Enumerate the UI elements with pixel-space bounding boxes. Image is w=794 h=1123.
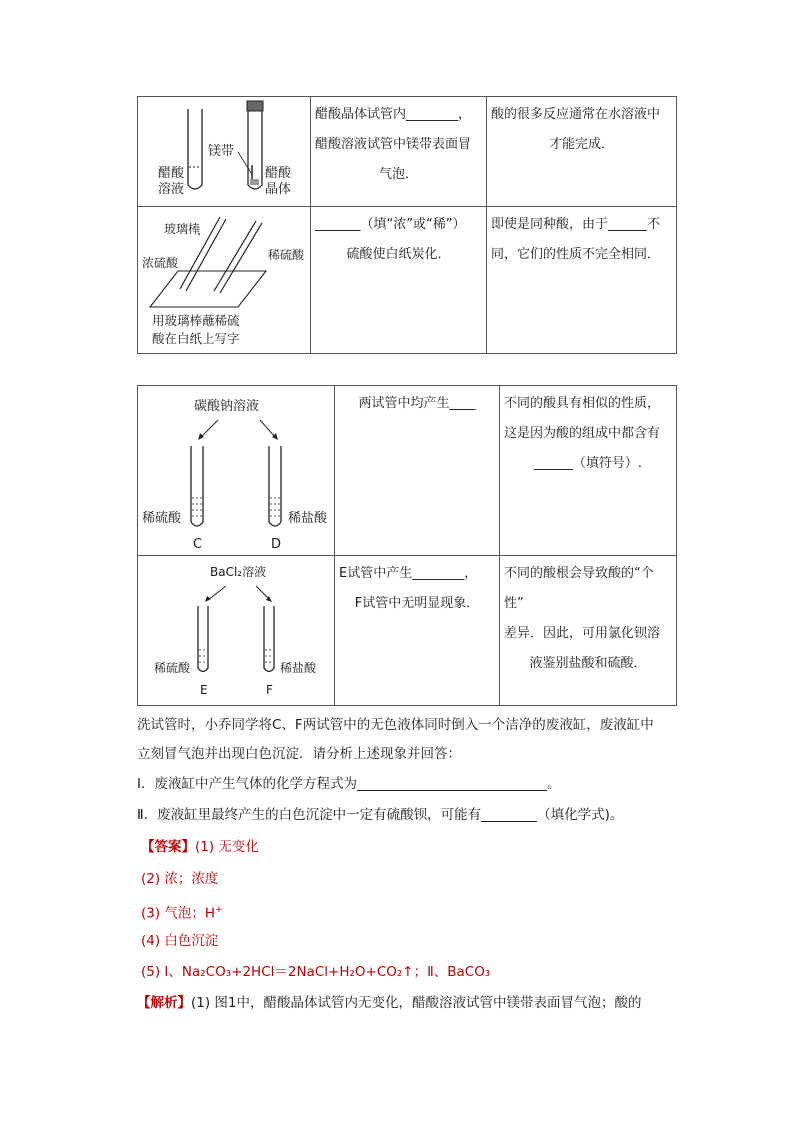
fig-label-tube-c: C <box>193 537 203 552</box>
fig-label-acid-crystal-2: 晶体 <box>265 182 292 197</box>
fig-label-tube-d: D <box>271 537 282 552</box>
analysis-text: (1) 图1中，醋酸晶体试管内无变化，醋酸溶液试管中镁带表面冒气泡；酸的 <box>191 995 642 1011</box>
fig-label-left-acid-2: 稀硫酸 <box>154 661 191 675</box>
answer-1: (1) 无变化 <box>195 839 259 855</box>
answer-tag: 【答案】 <box>141 839 195 855</box>
conclusion-3-line-2: 这是因为酸的组成中都含有 <box>504 426 661 441</box>
question-1-text: Ⅰ．废液缸中产生气体的化学方程式为 <box>137 776 357 792</box>
figure-cell-sodium-carbonate <box>138 386 335 556</box>
fig-label-acid-solution-2: 溶液 <box>158 182 185 197</box>
answer-5-text: Ⅰ、Na₂CO₃+2HCl＝2NaCl+H₂O+CO₂↑；Ⅱ、BaCO₃ <box>164 964 491 980</box>
experiment-table-2 <box>137 385 677 706</box>
conclusion-2-line-2: 同，它们的性质不完全相同． <box>491 247 661 262</box>
acetic-acid-magnesium-figure <box>138 97 311 205</box>
paragraph-line-1: 洗试管时，小乔同学将C、F两试管中的无色液体同时倒入一个洁净的废液缸，废液缸中 <box>137 717 654 733</box>
conclusion-2-line-1: 即使是同种酸，由于______不 <box>491 217 661 232</box>
conclusion-cell-4 <box>500 556 677 706</box>
observation-cell-4 <box>335 556 500 706</box>
fig-label-mg-ribbon: 镁带 <box>208 144 235 159</box>
observation-4-line-1: E试管中产生________， <box>339 566 478 581</box>
conclusion-4-line-1: 不同的酸根会导致酸的“个性” <box>504 566 654 611</box>
conclusion-3-line-1: 不同的酸具有相似的性质， <box>504 396 661 411</box>
observation-2-line-1: _______（填“浓”或“稀”） <box>315 217 466 232</box>
fig-label-tube-e: E <box>200 683 208 697</box>
fig-label-dil-acid: 稀硫酸 <box>268 248 305 262</box>
observation-cell-3 <box>335 386 500 556</box>
answer-blank-1 <box>357 776 547 791</box>
question-1 <box>137 772 682 796</box>
analysis-line <box>137 992 642 1014</box>
conclusion-1-line-1: 酸的很多反应通常在水溶液中 <box>491 107 661 122</box>
bacl2-figure <box>138 556 335 704</box>
conclusion-cell-2 <box>487 207 677 354</box>
fig-label-right-acid-2: 稀盐酸 <box>280 661 317 675</box>
conclusion-4-line-3: 液鉴别盐酸和硫酸． <box>529 656 647 671</box>
observation-1-line-3: 气泡． <box>378 167 418 182</box>
fig-label-acid-crystal-1: 醋酸 <box>265 166 292 181</box>
fig-label-conc-acid: 浓硫酸 <box>142 256 179 270</box>
question-1-end: 。 <box>546 776 561 792</box>
answer-line-1 <box>141 836 259 858</box>
observation-cell-1 <box>311 97 487 207</box>
conclusion-3-line-3: ______（填符号）. <box>533 456 643 471</box>
answer-line-5 <box>141 961 490 983</box>
conclusion-4-line-2: 差异．因此，可用氯化钡溶 <box>504 626 661 641</box>
observation-3-line-1: 两试管中均产生____ <box>358 396 476 411</box>
figure-cell-bacl2 <box>138 556 335 706</box>
observation-4-line-2: F试管中无明显现象． <box>354 596 480 611</box>
analysis-tag: 【解析】 <box>137 995 191 1011</box>
fig-label-glass-rod: 玻璃棒 <box>164 222 201 236</box>
sodium-carbonate-figure <box>138 386 335 554</box>
fig-label-tube-f: F <box>266 683 273 697</box>
answer-4: (4) 白色沉淀 <box>141 933 219 949</box>
conclusion-cell-1 <box>487 97 677 207</box>
answer-3: (3) 气泡；H <box>141 905 216 922</box>
paragraph-line-2: 立刻冒气泡并出现白色沉淀．请分析上述现象并回答： <box>137 746 461 762</box>
question-2 <box>137 803 682 827</box>
observation-1-line-1: 醋酸晶体试管内________， <box>315 107 472 122</box>
answer-blank-2 <box>481 807 537 822</box>
question-2-text: Ⅱ．废液缸里最终产生的白色沉淀中一定有硫酸钡，可能有 <box>137 807 482 823</box>
observation-2-line-2: 硫酸使白纸炭化． <box>346 247 451 262</box>
fig-label-na2co3: 碳酸钠溶液 <box>194 399 260 414</box>
conclusion-1-line-2: 才能完成． <box>548 137 614 152</box>
answer-2: (2) 浓；浓度 <box>141 871 219 887</box>
figure-cell-acetic-acid <box>138 97 311 207</box>
fig-caption-1: 用玻璃棒蘸稀硫 <box>152 313 240 328</box>
answer-line-3 <box>141 899 223 925</box>
fig-caption-2: 酸在白纸上写字 <box>152 331 240 346</box>
figure-cell-sulfuric-acid-paper <box>138 207 311 354</box>
question-2-end: （填化学式)。 <box>537 807 624 823</box>
answer-3-sup: + <box>215 905 223 915</box>
observation-cell-2 <box>311 207 487 354</box>
fig-label-bacl2: BaCl₂溶液 <box>210 565 267 579</box>
fig-label-acid-solution-1: 醋酸 <box>158 166 185 181</box>
observation-1-line-2: 醋酸溶液试管中镁带表面冒 <box>315 137 472 152</box>
answer-5-prefix: (5) <box>141 964 165 980</box>
fig-label-right-acid: 稀盐酸 <box>288 511 328 526</box>
fig-label-left-acid: 稀硫酸 <box>142 511 182 526</box>
experiment-table-1 <box>137 96 677 354</box>
sulfuric-acid-paper-figure <box>138 207 311 352</box>
conclusion-cell-3 <box>500 386 677 556</box>
